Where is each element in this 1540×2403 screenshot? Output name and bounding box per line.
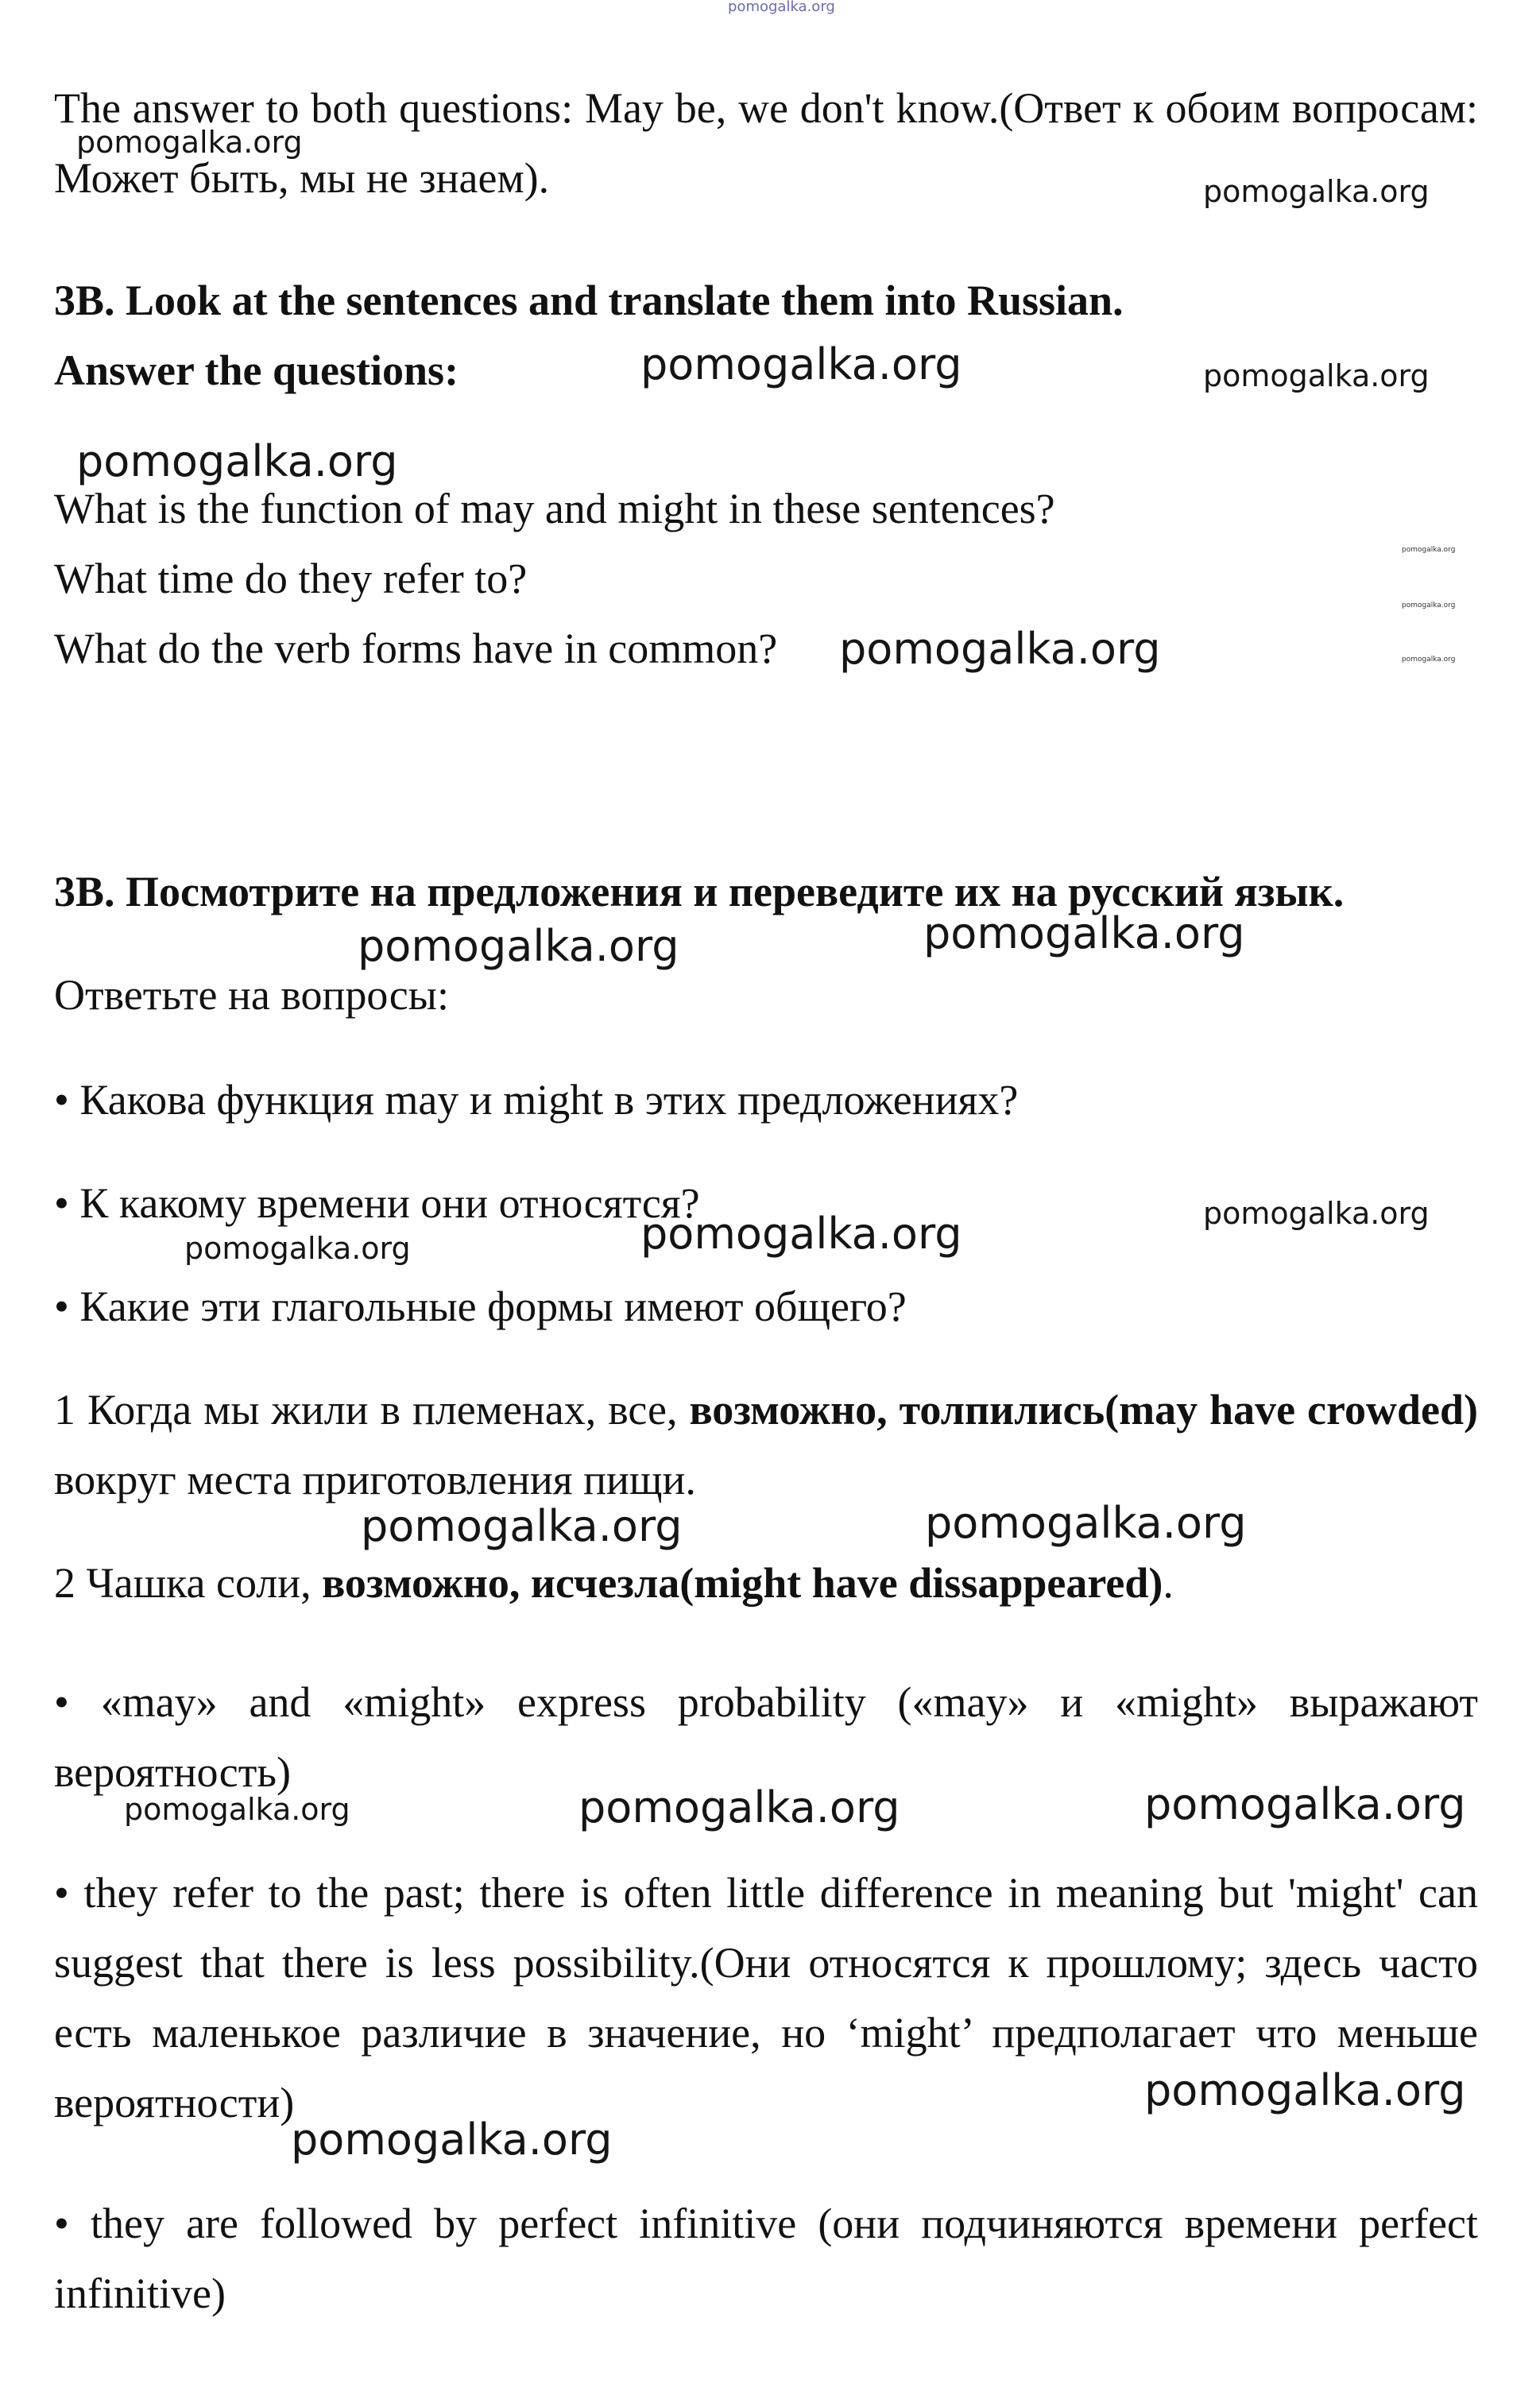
sentence-1-suffix: вокруг места приготовления пищи. [54,1456,696,1503]
sentence-2-prefix: 2 Чашка соли, [54,1559,323,1607]
task-en-heading: 3B. Look at the sentences and translate them into Russian. [54,277,1124,324]
sentence-2-bold: возможно, исчезла(might have dissappeared) [322,1559,1163,1607]
task-en-subheading: Answer the questions: [54,346,459,394]
watermark: pomogalka.org [291,2115,613,2165]
watermark: pomogalka.org [1144,2065,1466,2115]
task-ru-bullet: • К какому времени они относятся? [54,1179,700,1227]
watermark: pomogalka.org [1203,1196,1430,1231]
watermark: pomogalka.org [1402,656,1456,664]
watermark: pomogalka.org [1402,602,1456,609]
watermark: pomogalka.org [839,624,1161,674]
watermark: pomogalka.org [1203,358,1430,393]
task-ru-subheading: Ответьте на вопросы: [54,971,449,1019]
watermark: pomogalka.org [923,908,1245,958]
watermark: pomogalka.org [184,1231,411,1266]
watermark: pomogalka.org [1144,1779,1466,1829]
watermark: pomogalka.org [1203,174,1430,209]
task-en-question: What do the verb forms have in common? [54,625,778,672]
task-en-question: What is the function of may and might in these sentences? [54,485,1055,532]
task-en-question: What time do they refer to? [54,555,528,602]
watermark: pomogalka.org [76,436,398,486]
sentence-1 [54,1375,1478,1515]
answer-bullet: • they are followed by perfect infinitive (они подчиняются времени perfect infinitive) [54,2200,1478,2317]
watermark: pomogalka.org [640,339,962,389]
watermark: pomogalka.org [925,1498,1247,1548]
watermark: pomogalka.org [358,921,679,971]
task-ru-bullet: • Какие эти глагольные формы имеют общего? [54,1283,907,1330]
watermark: pomogalka.org [76,125,303,160]
watermark-top: pomogalka.org [728,0,835,15]
sentence-1-prefix: 1 Когда мы жили в племенах, все, [54,1386,690,1434]
intro-answer: The answer to both questions: May be, we don't know.(Ответ к обоим вопросам: Может быть, мы не знаем). [54,84,1478,202]
sentence-2-suffix: . [1163,1559,1174,1607]
sentence-2 [54,1548,1478,1618]
watermark: pomogalka.org [124,1792,350,1827]
watermark: pomogalka.org [1402,546,1456,554]
answer-bullet: • they refer to the past; there is often little difference in meaning but 'might' can suggest that there is less possibility.(Они относятся к прошлому; здесь часто есть маленькое различие в значение, но ‘might’ предполагает что меньше вероятности) [54,1869,1478,2126]
sentence-1-bold: возможно, толпились(may have crowded) [689,1386,1479,1434]
answer-bullet: • «may» and «might» express probability («may» и «might» выражают вероятность) [54,1678,1478,1796]
task-ru-bullet: • Какова функция may и might в этих предложениях? [54,1076,1019,1124]
watermark: pomogalka.org [578,1782,900,1832]
watermark: pomogalka.org [640,1209,962,1259]
watermark: pomogalka.org [361,1501,683,1551]
task-ru-heading: 3В. Посмотрите на предложения и переведите их на русский язык. [54,868,1345,915]
